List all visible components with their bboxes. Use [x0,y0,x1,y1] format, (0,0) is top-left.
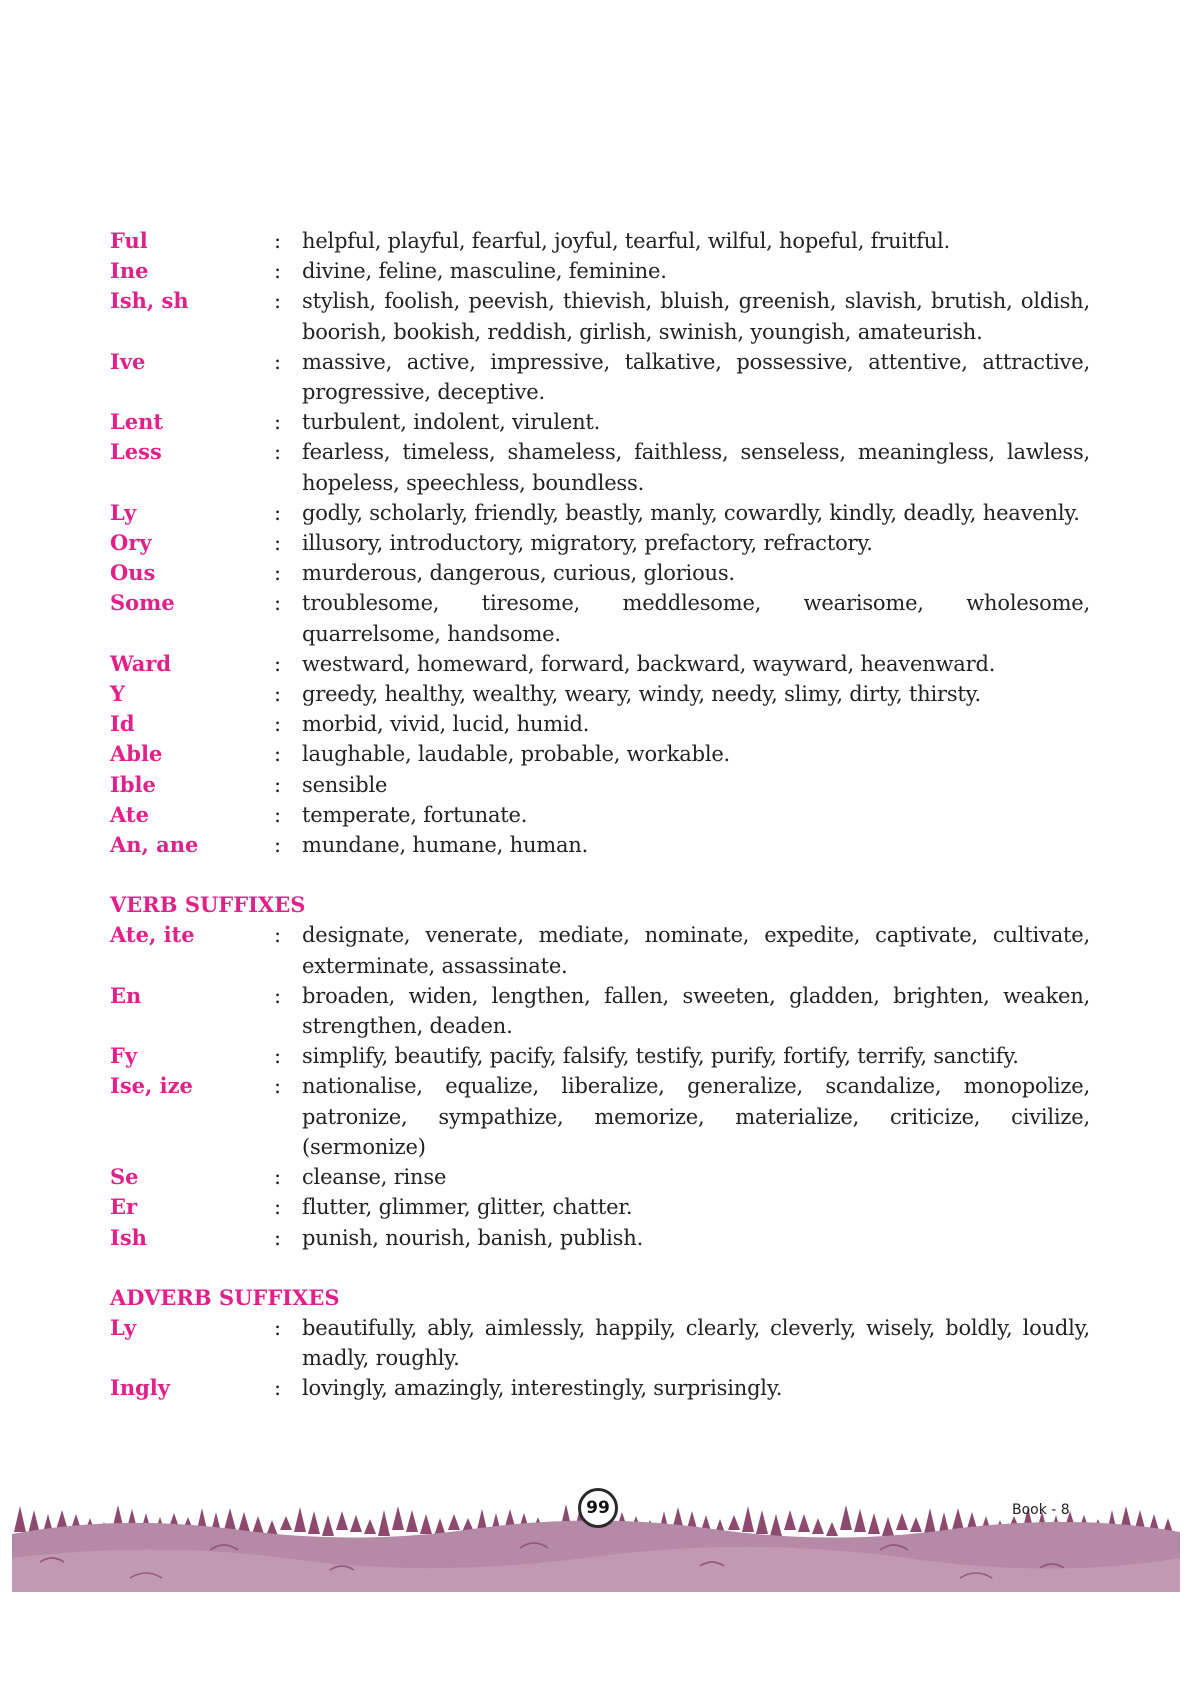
example-words: westward, homeward, forward, backward, wayward, heavenward. [302,651,996,676]
tree [868,1513,880,1534]
example-words: flutter, glimmer, glitter, chatter. [302,1195,633,1220]
example-words: lovingly, amazingly, interestingly, surprisingly. [302,1376,783,1401]
tree [770,1514,782,1536]
suffix-label: Some [110,590,175,616]
separator-colon: : [274,500,282,525]
suffix-label: Ward [110,650,172,676]
suffix-label: Fy [110,1043,138,1069]
verb-suffixes-heading: VERB SUFFIXES [110,892,306,918]
tree [280,1516,292,1530]
example-words: broaden, widen, lengthen, fallen, sweeten, gladden, brighten, weaken, strengthen, deaden. [302,983,1090,1039]
suffix-row [110,920,1090,980]
separator-colon: : [274,1044,282,1069]
suffix-row [110,1071,1090,1162]
tree [882,1517,894,1536]
example-words: illusory, introductory, migratory, prefactory, refractory. [302,531,873,556]
content [110,226,1090,1404]
suffix-label: Ingly [110,1375,170,1401]
example-words: massive, active, impressive, talkative, possessive, attentive, attractive, progressive, deceptive. [302,349,1090,405]
separator-colon: : [274,229,282,253]
tree [784,1510,796,1530]
separator-colon: : [274,833,282,858]
page-number: 99 [578,1488,618,1528]
example-words: fearless, timeless, shameless, faithless, senseless, meaningless, lawless, hopeless, speechless, boundless. [302,440,1090,495]
tree [812,1518,824,1534]
separator-colon: : [274,802,282,827]
example-words: beautifully, ably, aimlessly, happily, clearly, cleverly, wisely, boldly, loudly, madly, roughly. [302,1315,1090,1371]
tree [252,1516,264,1534]
suffix-label: Ible [110,771,156,797]
suffix-label: Ory [110,530,152,556]
suffix-label: Lent [110,409,164,435]
example-words: mundane, humane, human. [302,833,589,858]
tree [350,1515,362,1532]
suffix-label: En [110,982,142,1008]
suffix-label: Ine [110,258,149,284]
tree [756,1510,768,1534]
tree [798,1514,810,1532]
suffix-row [110,1162,1090,1192]
suffix-label: Ive [110,348,146,374]
example-words: troublesome, tiresome, meddlesome, wearisome, wholesome, quarrelsome, handsome. [302,591,1090,646]
separator-colon: : [274,682,282,707]
separator-colon: : [274,923,282,948]
tree [854,1509,866,1532]
separator-colon: : [274,1165,282,1190]
separator-colon: : [274,410,282,435]
adverb-suffixes-heading: ADVERB SUFFIXES [110,1284,340,1310]
separator-colon: : [274,591,282,616]
separator-colon: : [274,1074,282,1099]
tree [420,1514,432,1534]
suffix-label: Id [110,711,135,737]
separator-colon: : [274,531,282,556]
separator-colon: : [274,742,282,767]
tree [896,1513,908,1530]
tree [840,1505,852,1530]
suffix-label: Y [110,681,125,707]
separator-colon: : [274,1195,282,1220]
example-words: greedy, healthy, wealthy, weary, windy, needy, slimy, dirty, thirsty. [302,682,982,707]
tree [336,1511,348,1530]
suffix-label: Less [110,439,162,465]
example-words: murderous, dangerous, curious, glorious. [302,561,735,586]
suffix-row [110,286,1090,346]
separator-colon: : [274,1315,282,1340]
suffix-row [110,226,1090,256]
suffix-label: An, ane [110,832,199,858]
tree [448,1514,460,1530]
separator-colon: : [274,1225,282,1250]
tree [238,1512,250,1532]
suffix-label: Ate, ite [110,922,195,948]
tree [14,1506,26,1532]
tree [322,1515,334,1536]
separator-colon: : [274,440,282,465]
suffix-row [110,1373,1090,1403]
book-label: Book - 8 [1012,1502,1070,1518]
suffix-row [110,770,1090,800]
separator-colon: : [274,772,282,797]
tree [364,1519,376,1534]
example-words: stylish, foolish, peevish, thievish, bluish, greenish, slavish, brutish, oldish, boorish, bookish, reddish, girlish, swinish, youngish, amateurish. [302,289,1090,344]
example-words: godly, scholarly, friendly, beastly, manly, cowardly, kindly, deadly, heavenly. [302,500,1080,525]
adverb-suffix-list [110,1313,1090,1404]
tree [728,1515,740,1530]
separator-colon: : [274,561,282,586]
suffix-row [110,588,1090,648]
tree [294,1507,306,1532]
suffix-label: Able [110,741,163,767]
separator-colon: : [274,1376,282,1401]
tree [392,1506,404,1530]
tree [910,1517,922,1532]
suffix-row [110,347,1090,407]
suffix-label: Ous [110,560,156,586]
example-words: morbid, vivid, lucid, humid. [302,712,590,737]
example-words: cleanse, rinse [302,1165,447,1190]
suffix-label: Er [110,1194,138,1220]
suffix-row [110,1313,1090,1373]
adjective-suffix-list [110,226,1090,860]
tree [924,1508,936,1534]
tree [826,1522,838,1536]
example-words: laughable, laudable, probable, workable. [302,742,731,767]
separator-colon: : [274,349,282,374]
example-words: nationalise, equalize, liberalize, generalize, scandalize, monopolize, patronize, sympathize, memorize, materialize, criticize, civilize, (sermonize) [302,1074,1090,1159]
suffix-label: Ly [110,499,137,525]
suffix-row [110,800,1090,830]
example-words: simplify, beautify, pacify, falsify, testify, purify, fortify, terrify, sanctify. [302,1044,1019,1069]
suffix-label: Ate [110,801,149,827]
example-words: divine, feline, masculine, feminine. [302,259,667,284]
example-words: turbulent, indolent, virulent. [302,410,601,435]
suffix-row [110,739,1090,769]
suffix-row [110,649,1090,679]
verb-suffix-list [110,920,1090,1252]
example-words: sensible [302,772,388,797]
suffix-label: Ise, ize [110,1073,193,1099]
suffix-label: Ly [110,1314,137,1340]
suffix-row [110,679,1090,709]
suffix-row [110,830,1090,860]
separator-colon: : [274,651,282,676]
suffix-row [110,437,1090,497]
suffix-row [110,558,1090,588]
tree [742,1506,754,1532]
suffix-label: Ish [110,1224,147,1250]
suffix-row [110,256,1090,286]
example-words: punish, nourish, banish, publish. [302,1225,644,1250]
tree [952,1508,964,1530]
suffix-row [110,407,1090,437]
suffix-label: Ish, sh [110,288,189,314]
suffix-row [110,528,1090,558]
suffix-row [110,1192,1090,1222]
suffix-row [110,981,1090,1041]
tree [224,1508,236,1530]
example-words: temperate, fortunate. [302,802,528,827]
separator-colon: : [274,289,282,314]
suffix-row [110,1041,1090,1071]
suffix-label: Ful [110,228,148,253]
example-words: helpful, playful, fearful, joyful, tearful, wilful, hopeful, fruitful. [302,229,951,253]
separator-colon: : [274,259,282,284]
separator-colon: : [274,712,282,737]
tree [378,1510,390,1536]
suffix-row [110,709,1090,739]
separator-colon: : [274,983,282,1008]
example-words: designate, venerate, mediate, nominate, expedite, captivate, cultivate, exterminate, assassinate. [302,923,1090,978]
suffix-label: Se [110,1164,139,1190]
suffix-row [110,498,1090,528]
tree [406,1510,418,1532]
tree [308,1511,320,1534]
suffix-row [110,1223,1090,1253]
